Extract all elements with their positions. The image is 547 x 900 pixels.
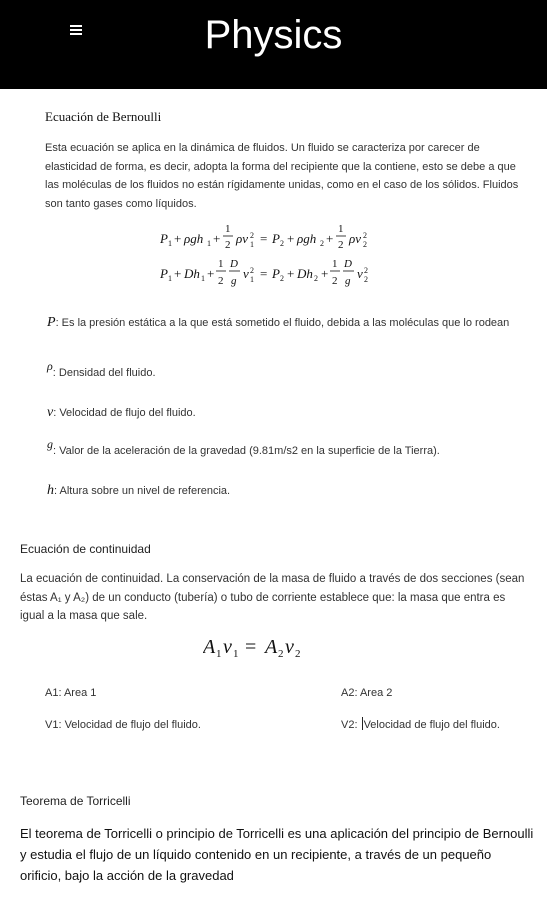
svg-text:v: v xyxy=(223,636,232,658)
svg-text:ρv: ρv xyxy=(236,231,249,246)
svg-text:2: 2 xyxy=(250,266,254,275)
svg-text:A: A xyxy=(203,636,216,658)
svg-text:P: P xyxy=(272,266,280,281)
svg-text:g: g xyxy=(231,275,237,287)
app-title: Physics xyxy=(204,13,343,57)
svg-text:+: + xyxy=(207,266,215,281)
svg-text:Dh: Dh xyxy=(184,266,200,281)
svg-text:1: 1 xyxy=(332,258,338,270)
svg-text:g: g xyxy=(345,275,351,287)
label-v2-prefix: V2: xyxy=(341,719,358,731)
svg-text:v: v xyxy=(357,266,363,281)
svg-text:1: 1 xyxy=(201,274,205,283)
label-v2-text: Velocidad de flujo del fluido. xyxy=(363,719,500,731)
svg-text:2: 2 xyxy=(338,239,344,251)
svg-text:2: 2 xyxy=(295,648,301,660)
def-symbol: ρ xyxy=(47,359,53,373)
torricelli-intro: El teorema de Torricelli o principio de Torricelli es una aplicación del principio de Bernoulli y estudia el flujo de un líquido contenido en un recipiente, a través de un pequeño orificio, bajo la acción de la gravedad xyxy=(20,826,534,883)
svg-text:2: 2 xyxy=(364,266,368,275)
continuity-intro: La ecuación de continuidad. La conservación de la masa de fluido a través de dos secciones (sean éstas A₁ y A₂) de un conducto (tubería) o tubo de corriente establece que: la masa que entra es igual a la masa que sale. xyxy=(20,573,525,622)
svg-text:1: 1 xyxy=(168,239,172,248)
def-pressure xyxy=(47,313,537,333)
svg-text:=: = xyxy=(260,266,268,281)
label-a2: A2: Area 2 xyxy=(341,687,393,699)
svg-text:1: 1 xyxy=(207,239,211,248)
svg-text:2: 2 xyxy=(314,274,318,283)
svg-text:1: 1 xyxy=(225,223,231,235)
bernoulli-intro: Esta ecuación se aplica en la dinámica de fluidos. Un fluido se caracteriza por carecer de elasticidad de forma, es decir, adopta la forma del recipiente que la contiene, esto se debe a que las moléculas de los fluidos no están rígidamente unidas, como en el caso de los sólidos. Fluidos son tanto gases como líquidos. xyxy=(45,142,519,210)
label-v1: V1: Velocidad de flujo del fluido. xyxy=(45,719,201,731)
svg-text:v: v xyxy=(285,636,294,658)
svg-text:1: 1 xyxy=(250,240,254,249)
svg-text:D: D xyxy=(230,258,238,270)
svg-text:=: = xyxy=(245,636,257,658)
svg-text:P: P xyxy=(160,266,168,281)
def-velocity xyxy=(47,403,196,423)
svg-text:1: 1 xyxy=(218,258,224,270)
svg-text:D: D xyxy=(344,258,352,270)
svg-text:+: + xyxy=(174,231,182,246)
svg-text:1: 1 xyxy=(250,275,254,284)
svg-text:ρv: ρv xyxy=(349,231,362,246)
svg-text:1: 1 xyxy=(168,274,172,283)
svg-text:1: 1 xyxy=(338,223,344,235)
svg-text:2: 2 xyxy=(364,275,368,284)
torricelli-heading: Teorema de Torricelli xyxy=(20,794,131,808)
def-text: : Valor de la aceleración de la gravedad (9.81m/s2 en la superficie de la Tierra). xyxy=(53,445,440,457)
svg-text:v: v xyxy=(243,266,249,281)
svg-text:+: + xyxy=(174,266,182,281)
def-density xyxy=(47,359,156,383)
def-text: : Altura sobre un nivel de referencia. xyxy=(54,485,231,497)
label-a1: A1: Area 1 xyxy=(45,687,97,699)
svg-text:1: 1 xyxy=(216,648,222,660)
def-text: : Velocidad de flujo del fluido. xyxy=(53,407,196,419)
def-text: : Es la presión estática a la que está sometido el fluido, debida a las moléculas que lo rodean xyxy=(55,317,510,329)
svg-text:P: P xyxy=(272,231,280,246)
svg-text:2: 2 xyxy=(363,240,367,249)
def-gravity xyxy=(47,437,440,461)
svg-text:Dh: Dh xyxy=(297,266,313,281)
svg-text:A: A xyxy=(265,636,278,658)
svg-text:+: + xyxy=(213,231,221,246)
bernoulli-heading: Ecuación de Bernoulli xyxy=(45,109,162,124)
svg-text:2: 2 xyxy=(278,648,284,660)
svg-text:+: + xyxy=(287,266,295,281)
svg-text:2: 2 xyxy=(332,275,338,287)
svg-text:+: + xyxy=(287,231,295,246)
def-symbol: v xyxy=(47,405,54,420)
continuity-equation xyxy=(203,632,315,662)
svg-text:ρgh: ρgh xyxy=(297,231,317,246)
svg-text:ρgh: ρgh xyxy=(184,231,204,246)
svg-text:1: 1 xyxy=(233,648,239,660)
svg-text:2: 2 xyxy=(280,239,284,248)
def-symbol: P xyxy=(47,315,56,330)
svg-text:+: + xyxy=(321,266,329,281)
svg-text:2: 2 xyxy=(280,274,284,283)
svg-text:2: 2 xyxy=(320,239,324,248)
def-symbol: g xyxy=(47,437,53,451)
text-cursor xyxy=(362,717,363,730)
svg-text:2: 2 xyxy=(250,231,254,240)
continuity-heading: Ecuación de continuidad xyxy=(20,542,151,556)
svg-text:+: + xyxy=(326,231,334,246)
def-text: : Densidad del fluido. xyxy=(52,367,156,379)
app-bar xyxy=(0,0,547,89)
svg-text:2: 2 xyxy=(218,275,224,287)
def-height xyxy=(47,481,230,501)
bernoulli-equation xyxy=(160,216,390,294)
def-symbol: h xyxy=(47,483,54,498)
svg-text:2: 2 xyxy=(363,231,367,240)
svg-text:=: = xyxy=(260,231,268,246)
svg-text:2: 2 xyxy=(225,239,231,251)
label-v2 xyxy=(341,716,500,735)
svg-text:P: P xyxy=(160,231,168,246)
